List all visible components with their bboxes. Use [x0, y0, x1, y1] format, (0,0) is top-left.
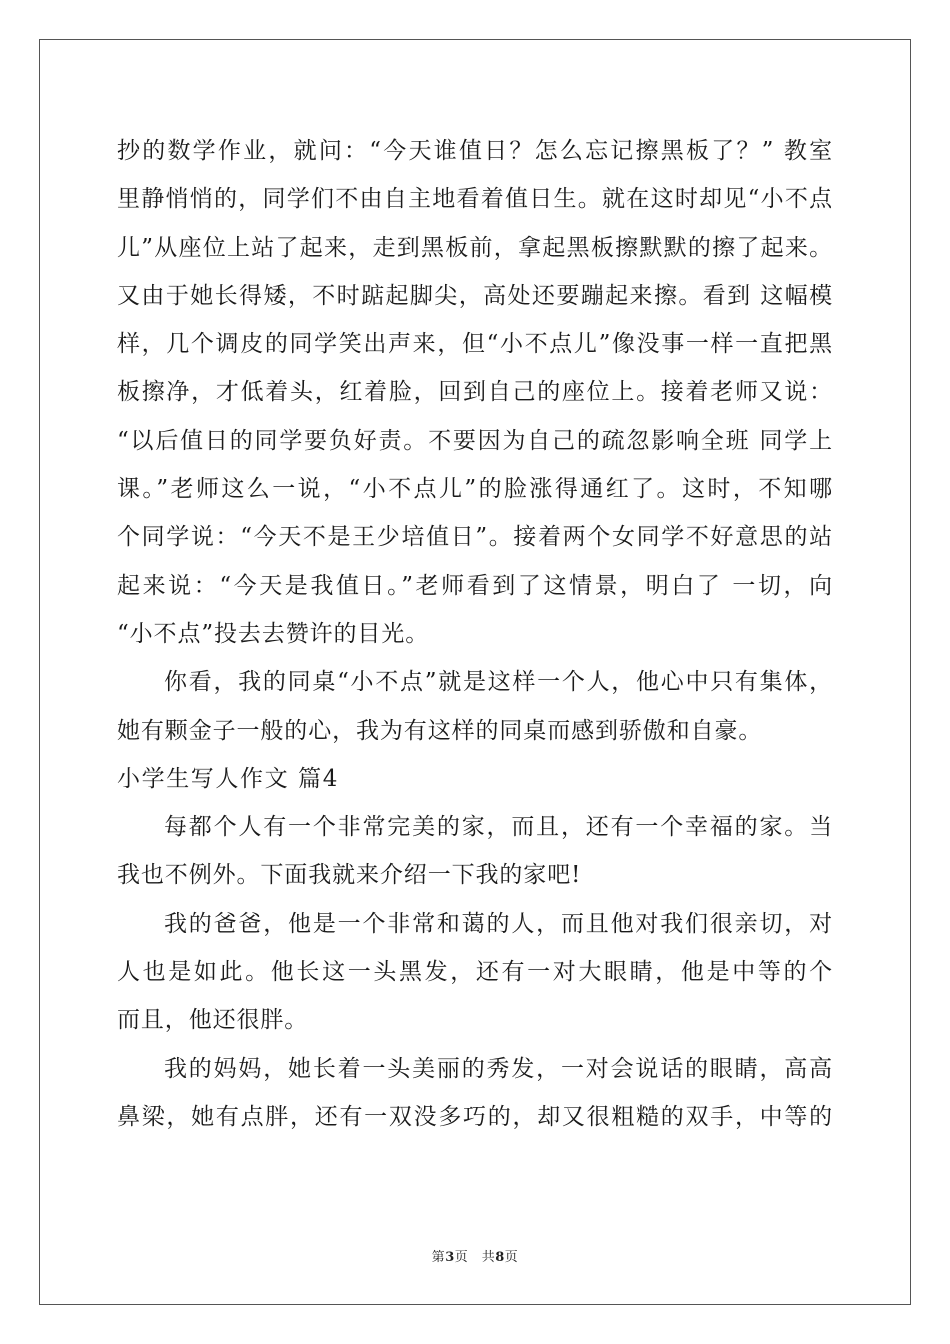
text-line: 抄的数学作业，就问：“今天谁值日？怎么忘记擦黑板了？” 教室: [117, 138, 833, 164]
text-line: 板擦净，才低着头，红着脸，回到自己的座位上。接着老师又说：: [117, 379, 833, 406]
total-page-count: 8: [495, 1250, 505, 1265]
text-line: 鼻梁，她有点胖，还有一双没多巧的，却又很粗糙的双手，中等的: [117, 1103, 833, 1130]
text-line: 人也是如此。他长这一头黑发，还有一对大眼睛，他是中等的个: [117, 959, 833, 986]
section-heading: 小学生写人作文 篇4: [117, 765, 339, 792]
text-line: 我也不例外。下面我就来介绍一下我的家吧!: [117, 862, 582, 889]
text-line: 又由于她长得矮，不时踮起脚尖，高处还要蹦起来擦。看到 这幅模: [117, 282, 833, 309]
paragraph-first-line: 我的爸爸，他是一个非常和蔼的人，而且他对我们很亲切，对: [164, 910, 833, 937]
text-line: 里静悄悄的，同学们不由自主地看着值日生。就在这时却见“小不点: [117, 186, 833, 213]
footer-prefix: 第: [431, 1250, 446, 1265]
footer-suffix: 页: [504, 1250, 519, 1265]
text-line: 而且，他还很胖。: [117, 1007, 309, 1034]
text-line: “以后值日的同学要负好责。不要因为自己的疏忽影响全班 同学上: [117, 427, 833, 454]
text-line: 儿”从座位上站了起来，走到黑板前，拿起黑板擦默默的擦了起来。: [117, 234, 833, 261]
paragraph-first-line: 我的妈妈，她长着一头美丽的秀发，一对会说话的眼睛，高高: [164, 1055, 833, 1082]
paragraph-first-line: 你看，我的同桌“小不点”就是这样一个人，他心中只有集体，: [164, 669, 833, 696]
text-line: 个同学说：“今天不是王少培值日”。接着两个女同学不好意思的站: [117, 524, 833, 551]
text-line: “小不点”投去去赞许的目光。: [117, 620, 430, 647]
page-footer: [0, 1246, 950, 1265]
text-line: 样，几个调皮的同学笑出声来，但“小不点儿”像没事一样一直把黑: [117, 331, 833, 358]
text-line: 起来说：“今天是我值日。”老师看到了这情景，明白了 一切，向: [117, 572, 833, 599]
document-body: [117, 127, 833, 1141]
text-line: 她有颗金子一般的心，我为有这样的同桌而感到骄傲和自豪。: [117, 717, 763, 744]
current-page-number: 3: [445, 1250, 455, 1265]
footer-middle: 页 共: [454, 1250, 496, 1265]
paragraph-first-line: 每都个人有一个非常完美的家，而且，还有一个幸福的家。当: [164, 814, 833, 841]
text-line: 课。”老师这么一说，“小不点儿”的脸涨得通红了。这时，不知哪: [117, 476, 833, 503]
